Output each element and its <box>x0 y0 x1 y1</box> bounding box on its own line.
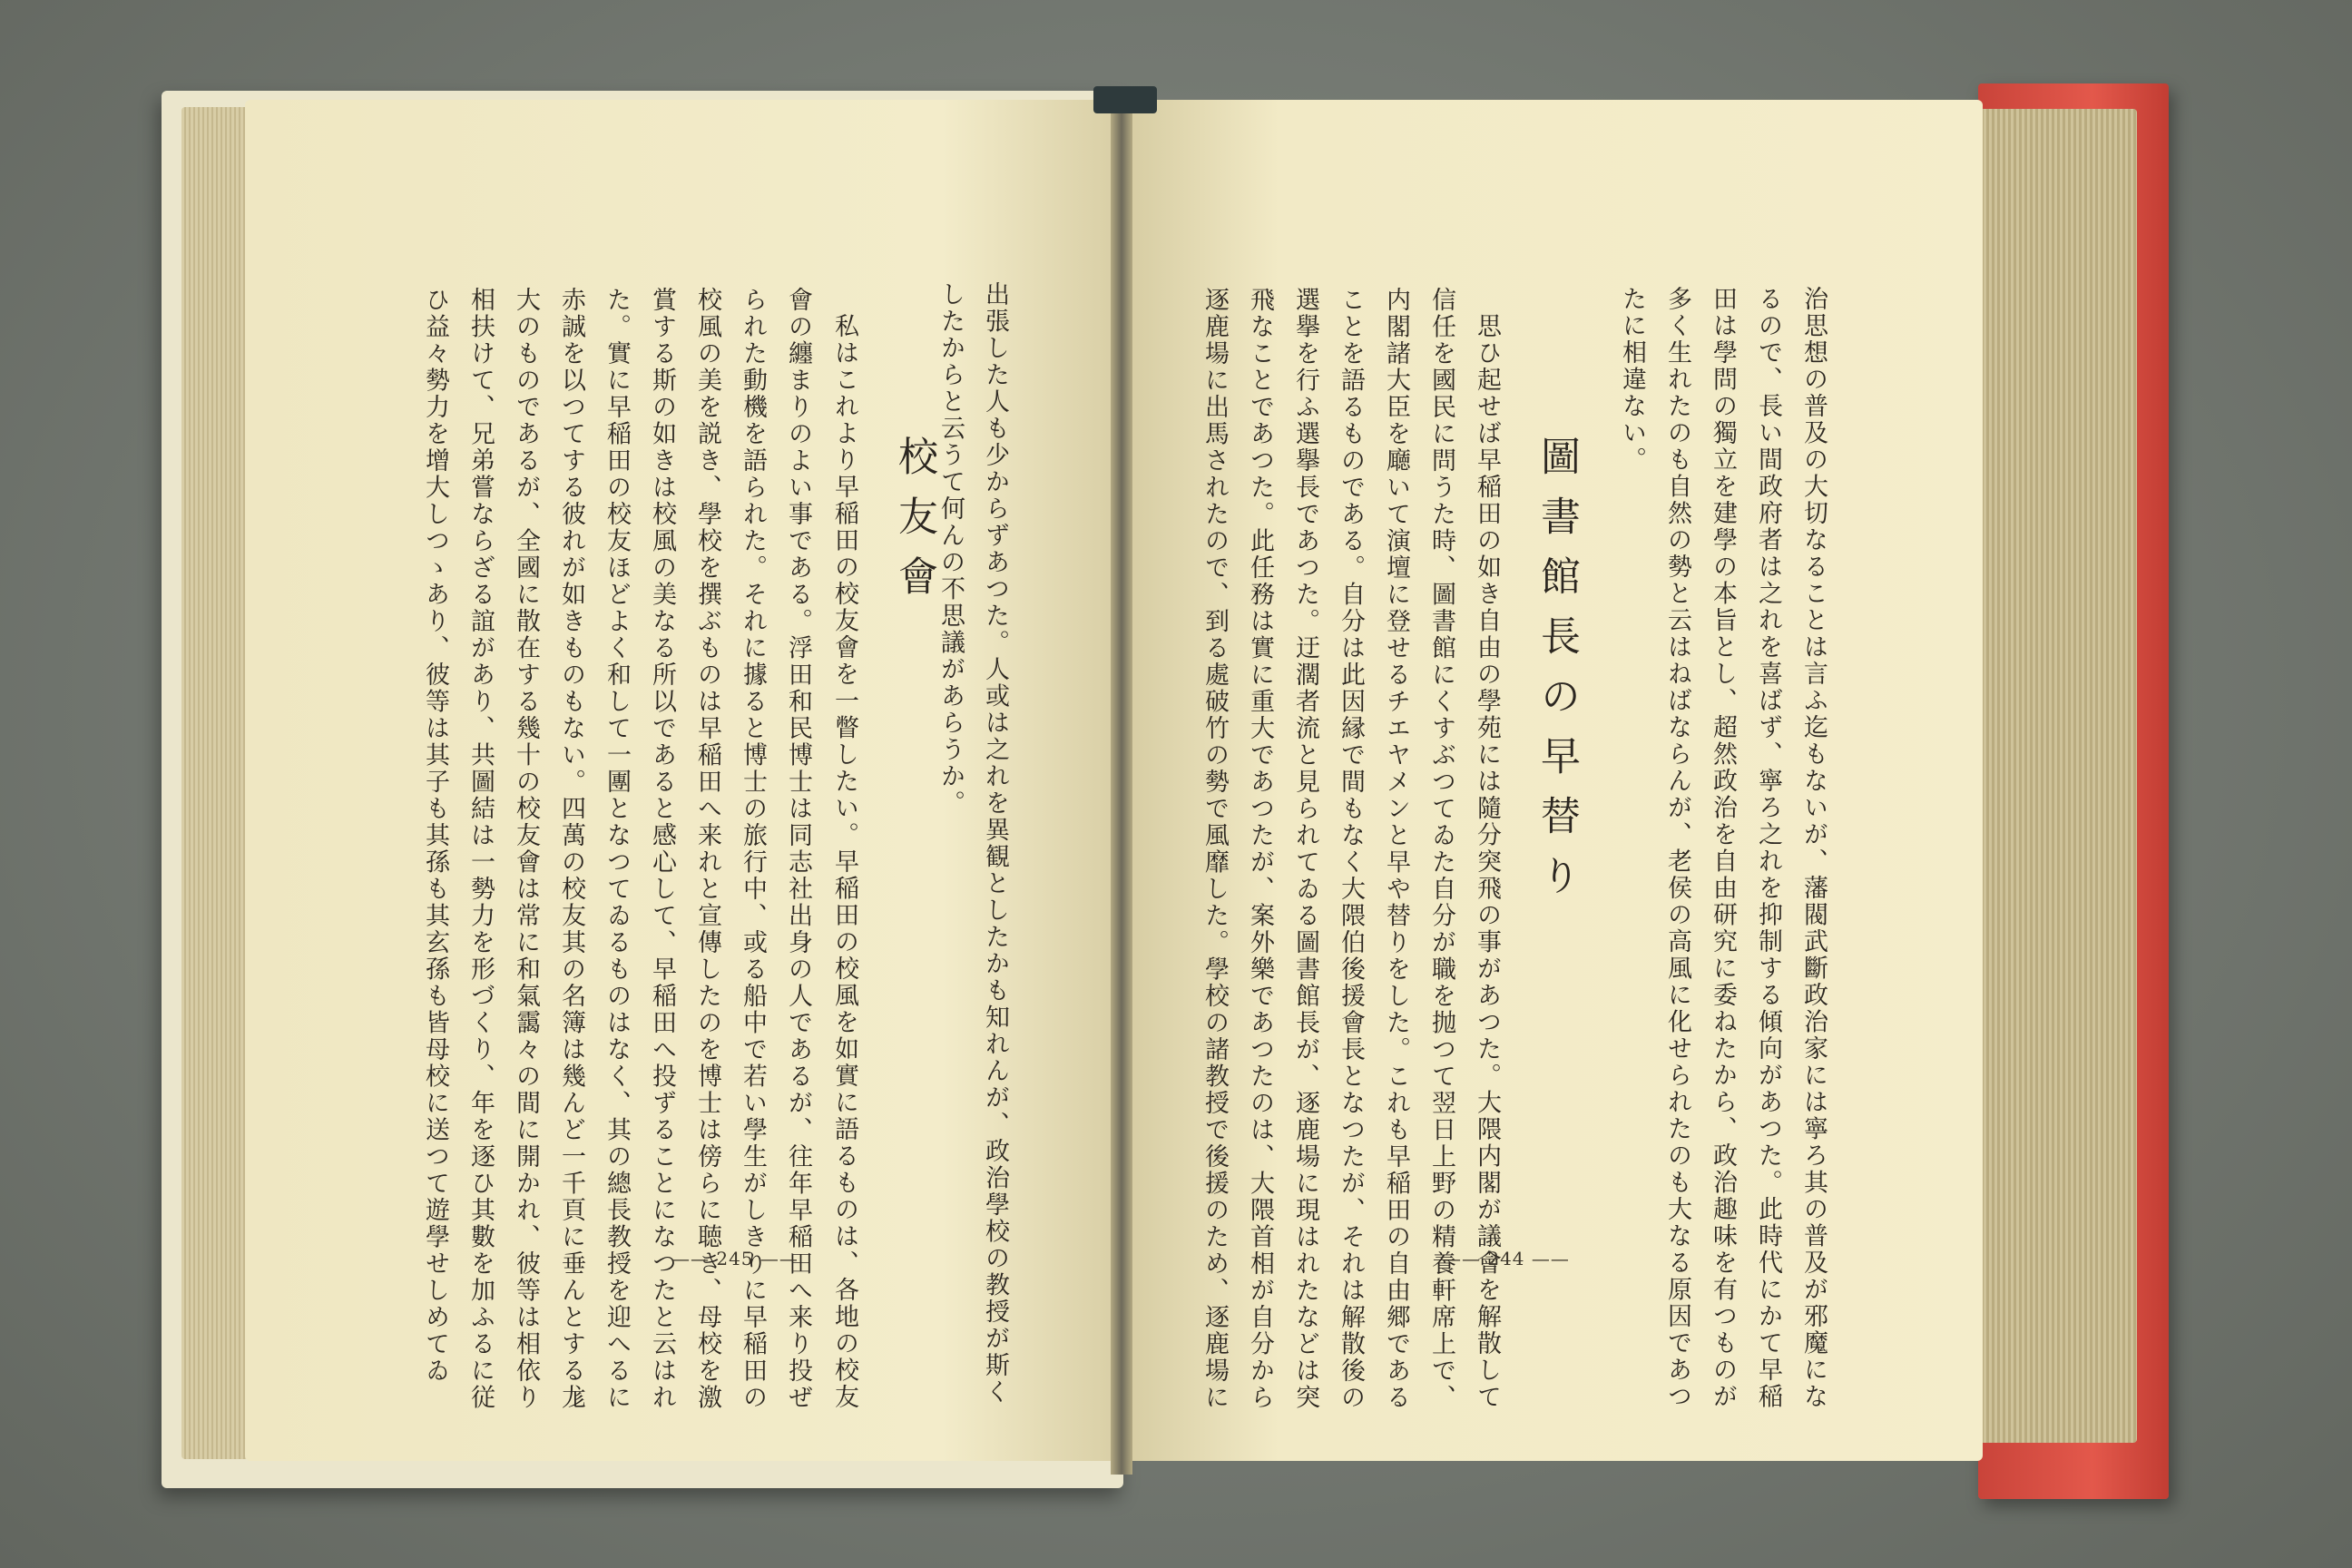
right-line-1: 治思想の普及の大切なることは言ふ迄もないが、藩閥武斷政治家には寧ろ其の普及が邪魔にな <box>1799 286 1828 1410</box>
left-line-1: 出張した人も少からずあつた。人或は之れを異観としたかも知れんが、政治學校の教授が斯く <box>981 281 1009 1406</box>
page-edges-right <box>1978 109 2137 1443</box>
right-line-3: 田は學問の獨立を建學の本旨とし、超然政治を自由研究に委ねたから、政治趣味を有つものが <box>1709 286 1737 1410</box>
left-page-number: —— 245 —— <box>671 1248 799 1269</box>
left-line-2: したからと云うて何んの不思議があらうか。 <box>936 281 965 817</box>
right-line-12: 逐鹿場に出馬されたので、到る處破竹の勢で風靡した。學校の諸教授で後援のため、逐鹿場に <box>1200 287 1229 1411</box>
right-line-4: 多く生れたのも自然の勢と云はねばならんが、老侯の高風に化せられたのも大なる原因であつ <box>1663 286 1691 1410</box>
left-line-6: 校風の美を説き、學校を撰ぶものは早稲田へ来れと宣傳したのを博士は傍らに聴き、母校を激 <box>693 287 721 1411</box>
right-line-10: 選擧を行ふ選擧長であつた。迂濶者流と見られてゐる圖書館長が、逐鹿場に現はれたなどは突 <box>1291 287 1319 1411</box>
right-page-heading: 圖書館長の早替り <box>1534 436 1580 915</box>
left-line-3: 私はこれより早稲田の校友會を一瞥したい。早稲田の校風を如實に語るものは、各地の校友 <box>830 313 858 1411</box>
right-line-8: 内閣諸大臣を廰いて演壇に登せるチエヤメンと早や替りをした。これも早稲田の自由郷である <box>1382 287 1410 1411</box>
left-line-7: 賞する斯の如きは校風の美なる所以であると感心して、早稲田へ投ずることになつたと云はれ <box>648 287 676 1411</box>
left-line-11: 相扶けて、兄弟嘗ならざる誼があり、共圖結は一勢力を形づくり、年を逐ひ其數を加ふるに従 <box>466 287 495 1411</box>
left-page-heading: 校友會 <box>891 436 937 615</box>
right-line-5: たに相違ない。 <box>1618 286 1646 474</box>
book-gutter <box>1111 86 1132 1475</box>
right-page-number: —— 244 —— <box>1443 1248 1570 1269</box>
book-spine-top <box>1093 86 1157 113</box>
right-line-9: ことを語るものである。自分は此因縁で間もなく大隈伯後援會長となつたが、それは解散後の <box>1337 287 1365 1411</box>
left-line-9: 赤誠を以つてする彼れが如きものもない。四萬の校友其の名簿は幾んど一千頁に垂んとする尨 <box>557 287 585 1411</box>
right-line-2: るので、長い間政府者は之れを喜ばず、寧ろ之れを抑制する傾向があつた。此時代にかて早稲 <box>1754 286 1782 1410</box>
left-line-4: 會の纏まりのよい事である。浮田和民博士は同志社出身の人であるが、往年早稲田へ来り投ぜ <box>784 287 812 1411</box>
left-line-8: た。實に早稲田の校友ほどよく和して一團となつてゐるものはなく、其の總長教授を迎へるに <box>603 287 631 1411</box>
left-line-10: 大のものであるが、全國に散在する幾十の校友會は常に和氣靄々の間に開かれ、彼等は相依り <box>512 287 540 1411</box>
right-line-6: 思ひ起せば早稲田の如き自由の學苑には隨分突飛の事があつた。大隈内閣が議會を解散して <box>1473 313 1501 1411</box>
left-line-5: られた動機を語られた。それに據ると博士の旅行中、或る船中で若い學生がしきりに早稲田の <box>739 287 767 1411</box>
right-line-7: 信任を國民に問うた時、圖書館にくすぶつてゐた自分が職を抛つて翌日上野の精養軒席上で、 <box>1427 287 1455 1411</box>
left-line-12: ひ益々勢力を增大しつゝあり、彼等は其子も其孫も其玄孫も皆母校に送つて遊學せしめてゐ <box>421 287 449 1385</box>
right-line-11: 飛なことであつた。此任務は實に重大であつたが、案外樂であつたのは、大隈首相が自分から <box>1246 287 1274 1411</box>
